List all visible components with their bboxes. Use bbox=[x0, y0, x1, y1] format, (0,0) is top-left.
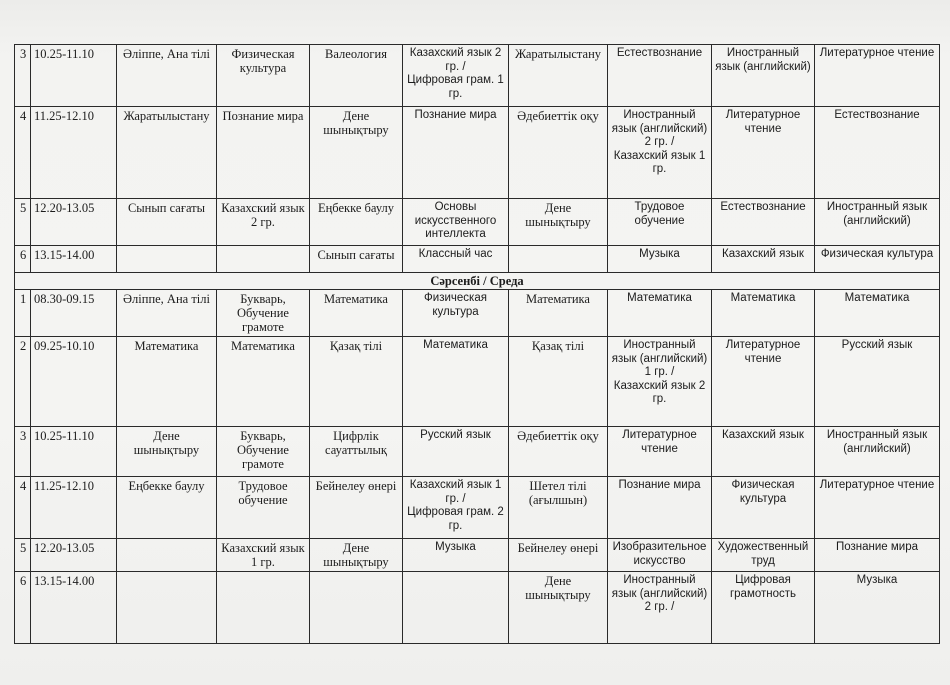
subject-label: Бейнелеу өнері bbox=[517, 541, 599, 555]
table-cell bbox=[217, 477, 310, 539]
table-cell bbox=[217, 427, 310, 477]
lesson-number: 1 bbox=[15, 290, 31, 337]
subject-label: Әліппе, Ана тілі bbox=[123, 47, 210, 61]
subject-label: Математика bbox=[526, 292, 590, 306]
subject-label: Казахский язык 2 гр. bbox=[221, 201, 305, 229]
subject-label: Букварь, Обучение грамоте bbox=[237, 292, 289, 334]
table-cell bbox=[310, 337, 403, 427]
table-cell bbox=[509, 107, 608, 199]
subject-label: Валеология bbox=[325, 47, 387, 61]
subject-label: Казахский язык 1 гр. bbox=[221, 541, 305, 569]
subject-label: Математика bbox=[423, 339, 488, 351]
lesson-number: 5 bbox=[15, 539, 31, 572]
table-cell bbox=[117, 539, 217, 572]
table-cell bbox=[117, 572, 217, 644]
lesson-time: 11.25-12.10 bbox=[31, 477, 117, 539]
subject-label: Казахский язык bbox=[722, 248, 804, 260]
table-cell bbox=[403, 572, 509, 644]
table-cell bbox=[117, 290, 217, 337]
table-cell bbox=[403, 337, 509, 427]
table-cell bbox=[310, 45, 403, 107]
table-cell bbox=[310, 199, 403, 246]
table-cell bbox=[310, 572, 403, 644]
table-cell bbox=[403, 107, 509, 199]
table-cell bbox=[217, 246, 310, 273]
subject-label: Казахский язык 1 гр. / Цифровая грам. 2 гр. bbox=[407, 479, 504, 532]
subject-label: Букварь, Обучение грамоте bbox=[237, 429, 289, 471]
day-header: Сәрсенбі / Среда bbox=[15, 273, 940, 290]
subject-label: Классный час bbox=[418, 248, 493, 260]
table-cell bbox=[815, 246, 940, 273]
subject-label: Цифрлік сауаттылық bbox=[325, 429, 387, 457]
table-cell bbox=[217, 539, 310, 572]
table-cell bbox=[509, 337, 608, 427]
table-cell bbox=[403, 246, 509, 273]
subject-label: Русский язык bbox=[420, 429, 491, 441]
subject-label: Естествознание bbox=[834, 109, 920, 121]
lesson-time: 13.15-14.00 bbox=[31, 572, 117, 644]
lesson-time: 11.25-12.10 bbox=[31, 107, 117, 199]
table-row bbox=[15, 477, 940, 539]
subject-label: Әдебиеттік оқу bbox=[517, 109, 599, 123]
subject-label: Сынып сағаты bbox=[127, 201, 206, 215]
subject-label: Физическая культура bbox=[424, 292, 487, 318]
subject-label: Әліппе, Ана тілі bbox=[123, 292, 210, 306]
subject-label: Казахский язык bbox=[722, 429, 804, 441]
table-cell bbox=[815, 290, 940, 337]
subject-label: Иностранный язык (английский) bbox=[715, 47, 811, 73]
table-cell bbox=[310, 107, 403, 199]
table-cell bbox=[403, 539, 509, 572]
table-cell bbox=[712, 572, 815, 644]
table-cell bbox=[403, 290, 509, 337]
subject-label: Литературное чтение bbox=[725, 109, 801, 135]
subject-label: Иностранный язык (английский) bbox=[826, 429, 928, 455]
subject-label: Иностранный язык (английский) bbox=[826, 201, 928, 227]
subject-label: Познание мира bbox=[618, 479, 701, 491]
subject-label: Математика bbox=[730, 292, 796, 304]
lesson-number: 4 bbox=[15, 477, 31, 539]
subject-label: Музыка bbox=[856, 574, 898, 586]
subject-label: Математика bbox=[324, 292, 388, 306]
table-row bbox=[15, 427, 940, 477]
subject-label: Әдебиеттік оқу bbox=[517, 429, 599, 443]
subject-label: Дене шынықтыру bbox=[525, 201, 591, 229]
subject-label: Естествознание bbox=[616, 47, 703, 59]
subject-label: Математика bbox=[844, 292, 910, 304]
lesson-number: 5 bbox=[15, 199, 31, 246]
subject-label: Основы искусственного интеллекта bbox=[414, 201, 497, 240]
table-cell bbox=[509, 539, 608, 572]
table-cell bbox=[608, 427, 712, 477]
table-cell bbox=[608, 572, 712, 644]
table-cell bbox=[310, 477, 403, 539]
lesson-time: 09.25-10.10 bbox=[31, 337, 117, 427]
table-cell bbox=[509, 45, 608, 107]
table-cell bbox=[608, 199, 712, 246]
table-cell bbox=[310, 290, 403, 337]
subject-label: Шетел тілі (ағылшын) bbox=[528, 479, 588, 507]
table-cell bbox=[608, 477, 712, 539]
subject-label: Жаратылыстану bbox=[514, 47, 602, 61]
lesson-number: 4 bbox=[15, 107, 31, 199]
table-cell bbox=[608, 337, 712, 427]
table-cell bbox=[403, 477, 509, 539]
table-cell bbox=[815, 337, 940, 427]
table-cell bbox=[117, 477, 217, 539]
table-cell bbox=[712, 199, 815, 246]
table-cell bbox=[712, 107, 815, 199]
subject-label: Познание мира bbox=[222, 109, 304, 123]
table-cell bbox=[509, 477, 608, 539]
lesson-time: 13.15-14.00 bbox=[31, 246, 117, 273]
table-cell bbox=[217, 572, 310, 644]
lesson-number: 2 bbox=[15, 337, 31, 427]
lesson-number: 3 bbox=[15, 45, 31, 107]
lesson-number: 6 bbox=[15, 246, 31, 273]
table-cell bbox=[117, 427, 217, 477]
lesson-time: 10.25-11.10 bbox=[31, 427, 117, 477]
table-cell bbox=[712, 477, 815, 539]
table-cell bbox=[403, 45, 509, 107]
subject-label: Художественный труд bbox=[717, 541, 809, 567]
table-cell bbox=[608, 107, 712, 199]
table-cell bbox=[117, 337, 217, 427]
lesson-time: 12.20-13.05 bbox=[31, 539, 117, 572]
table-cell bbox=[217, 337, 310, 427]
table-cell bbox=[815, 477, 940, 539]
subject-label: Познание мира bbox=[835, 541, 919, 553]
subject-label: Познание мира bbox=[414, 109, 497, 121]
subject-label: Иностранный язык (английский) 1 гр. / Казахский язык 2 гр. bbox=[611, 339, 708, 405]
table-cell bbox=[712, 337, 815, 427]
subject-label: Дене шынықтыру bbox=[525, 574, 591, 602]
subject-label: Русский язык bbox=[841, 339, 913, 351]
subject-label: Литературное чтение bbox=[725, 339, 801, 365]
table-cell bbox=[403, 427, 509, 477]
subject-label: Математика bbox=[231, 339, 295, 353]
subject-label: Физическая культура bbox=[231, 47, 295, 75]
table-cell bbox=[217, 199, 310, 246]
table-cell bbox=[117, 107, 217, 199]
lesson-time: 12.20-13.05 bbox=[31, 199, 117, 246]
subject-label: Музыка bbox=[435, 541, 476, 553]
table-cell bbox=[815, 572, 940, 644]
table-cell bbox=[509, 427, 608, 477]
lesson-number: 6 bbox=[15, 572, 31, 644]
table-row bbox=[15, 107, 940, 199]
table-cell bbox=[310, 427, 403, 477]
subject-label: Естествознание bbox=[720, 201, 806, 213]
table-cell bbox=[117, 199, 217, 246]
schedule-table bbox=[14, 44, 940, 644]
table-cell bbox=[310, 246, 403, 273]
subject-label: Дене шынықтыру bbox=[323, 541, 389, 569]
table-cell bbox=[217, 290, 310, 337]
subject-label: Дене шынықтыру bbox=[323, 109, 389, 137]
table-row bbox=[15, 572, 940, 644]
subject-label: Трудовое обучение bbox=[238, 479, 288, 507]
table-cell bbox=[712, 427, 815, 477]
subject-label: Музыка bbox=[639, 248, 680, 260]
table-cell bbox=[815, 45, 940, 107]
table-row bbox=[15, 45, 940, 107]
lesson-number: 3 bbox=[15, 427, 31, 477]
table-cell bbox=[712, 45, 815, 107]
table-cell bbox=[815, 427, 940, 477]
table-cell bbox=[310, 539, 403, 572]
table-row bbox=[15, 337, 940, 427]
subject-label: Математика bbox=[627, 292, 692, 304]
subject-label: Сынып сағаты bbox=[317, 248, 395, 262]
subject-label: Еңбекке баулу bbox=[317, 201, 395, 215]
table-cell bbox=[509, 199, 608, 246]
subject-label: Литературное чтение bbox=[819, 47, 935, 59]
subject-label: Қазақ тілі bbox=[329, 339, 383, 353]
lesson-time: 08.30-09.15 bbox=[31, 290, 117, 337]
table-cell bbox=[608, 539, 712, 572]
subject-label: Казахский язык 2 гр. / Цифровая грам. 1 гр. bbox=[407, 47, 504, 100]
subject-label: Еңбекке баулу bbox=[128, 479, 205, 493]
subject-label: Физическая культура bbox=[820, 248, 934, 260]
table-cell bbox=[217, 45, 310, 107]
subject-label: Иностранный язык (английский) 2 гр. / Казахский язык 1 гр. bbox=[611, 109, 708, 175]
subject-label: Литературное чтение bbox=[622, 429, 697, 455]
table-cell bbox=[608, 290, 712, 337]
table-row bbox=[15, 539, 940, 572]
day-header-row bbox=[15, 273, 940, 290]
table-cell bbox=[403, 199, 509, 246]
table-cell bbox=[712, 539, 815, 572]
table-cell bbox=[712, 290, 815, 337]
table-cell bbox=[117, 246, 217, 273]
subject-label: Қазақ тілі bbox=[531, 339, 585, 353]
table-cell bbox=[608, 45, 712, 107]
table-cell bbox=[509, 572, 608, 644]
table-cell bbox=[217, 107, 310, 199]
table-row bbox=[15, 199, 940, 246]
subject-label: Бейнелеу өнері bbox=[315, 479, 397, 493]
table-cell bbox=[608, 246, 712, 273]
subject-label: Дене шынықтыру bbox=[133, 429, 200, 457]
table-row bbox=[15, 290, 940, 337]
table-cell bbox=[712, 246, 815, 273]
table-cell bbox=[815, 199, 940, 246]
table-cell bbox=[815, 539, 940, 572]
table-cell bbox=[117, 45, 217, 107]
table-cell bbox=[815, 107, 940, 199]
table-cell bbox=[509, 290, 608, 337]
subject-label: Изобразительное искусство bbox=[612, 541, 707, 567]
subject-label: Трудовое обучение bbox=[634, 201, 685, 227]
subject-label: Цифровая грамотность bbox=[729, 574, 797, 600]
table-row bbox=[15, 246, 940, 273]
subject-label: Физическая культура bbox=[731, 479, 795, 505]
table-cell bbox=[509, 246, 608, 273]
subject-label: Математика bbox=[134, 339, 199, 353]
subject-label: Иностранный язык (английский) 2 гр. / bbox=[611, 574, 708, 613]
subject-label: Жаратылыстану bbox=[123, 109, 210, 123]
lesson-time: 10.25-11.10 bbox=[31, 45, 117, 107]
subject-label: Литературное чтение bbox=[819, 479, 935, 491]
